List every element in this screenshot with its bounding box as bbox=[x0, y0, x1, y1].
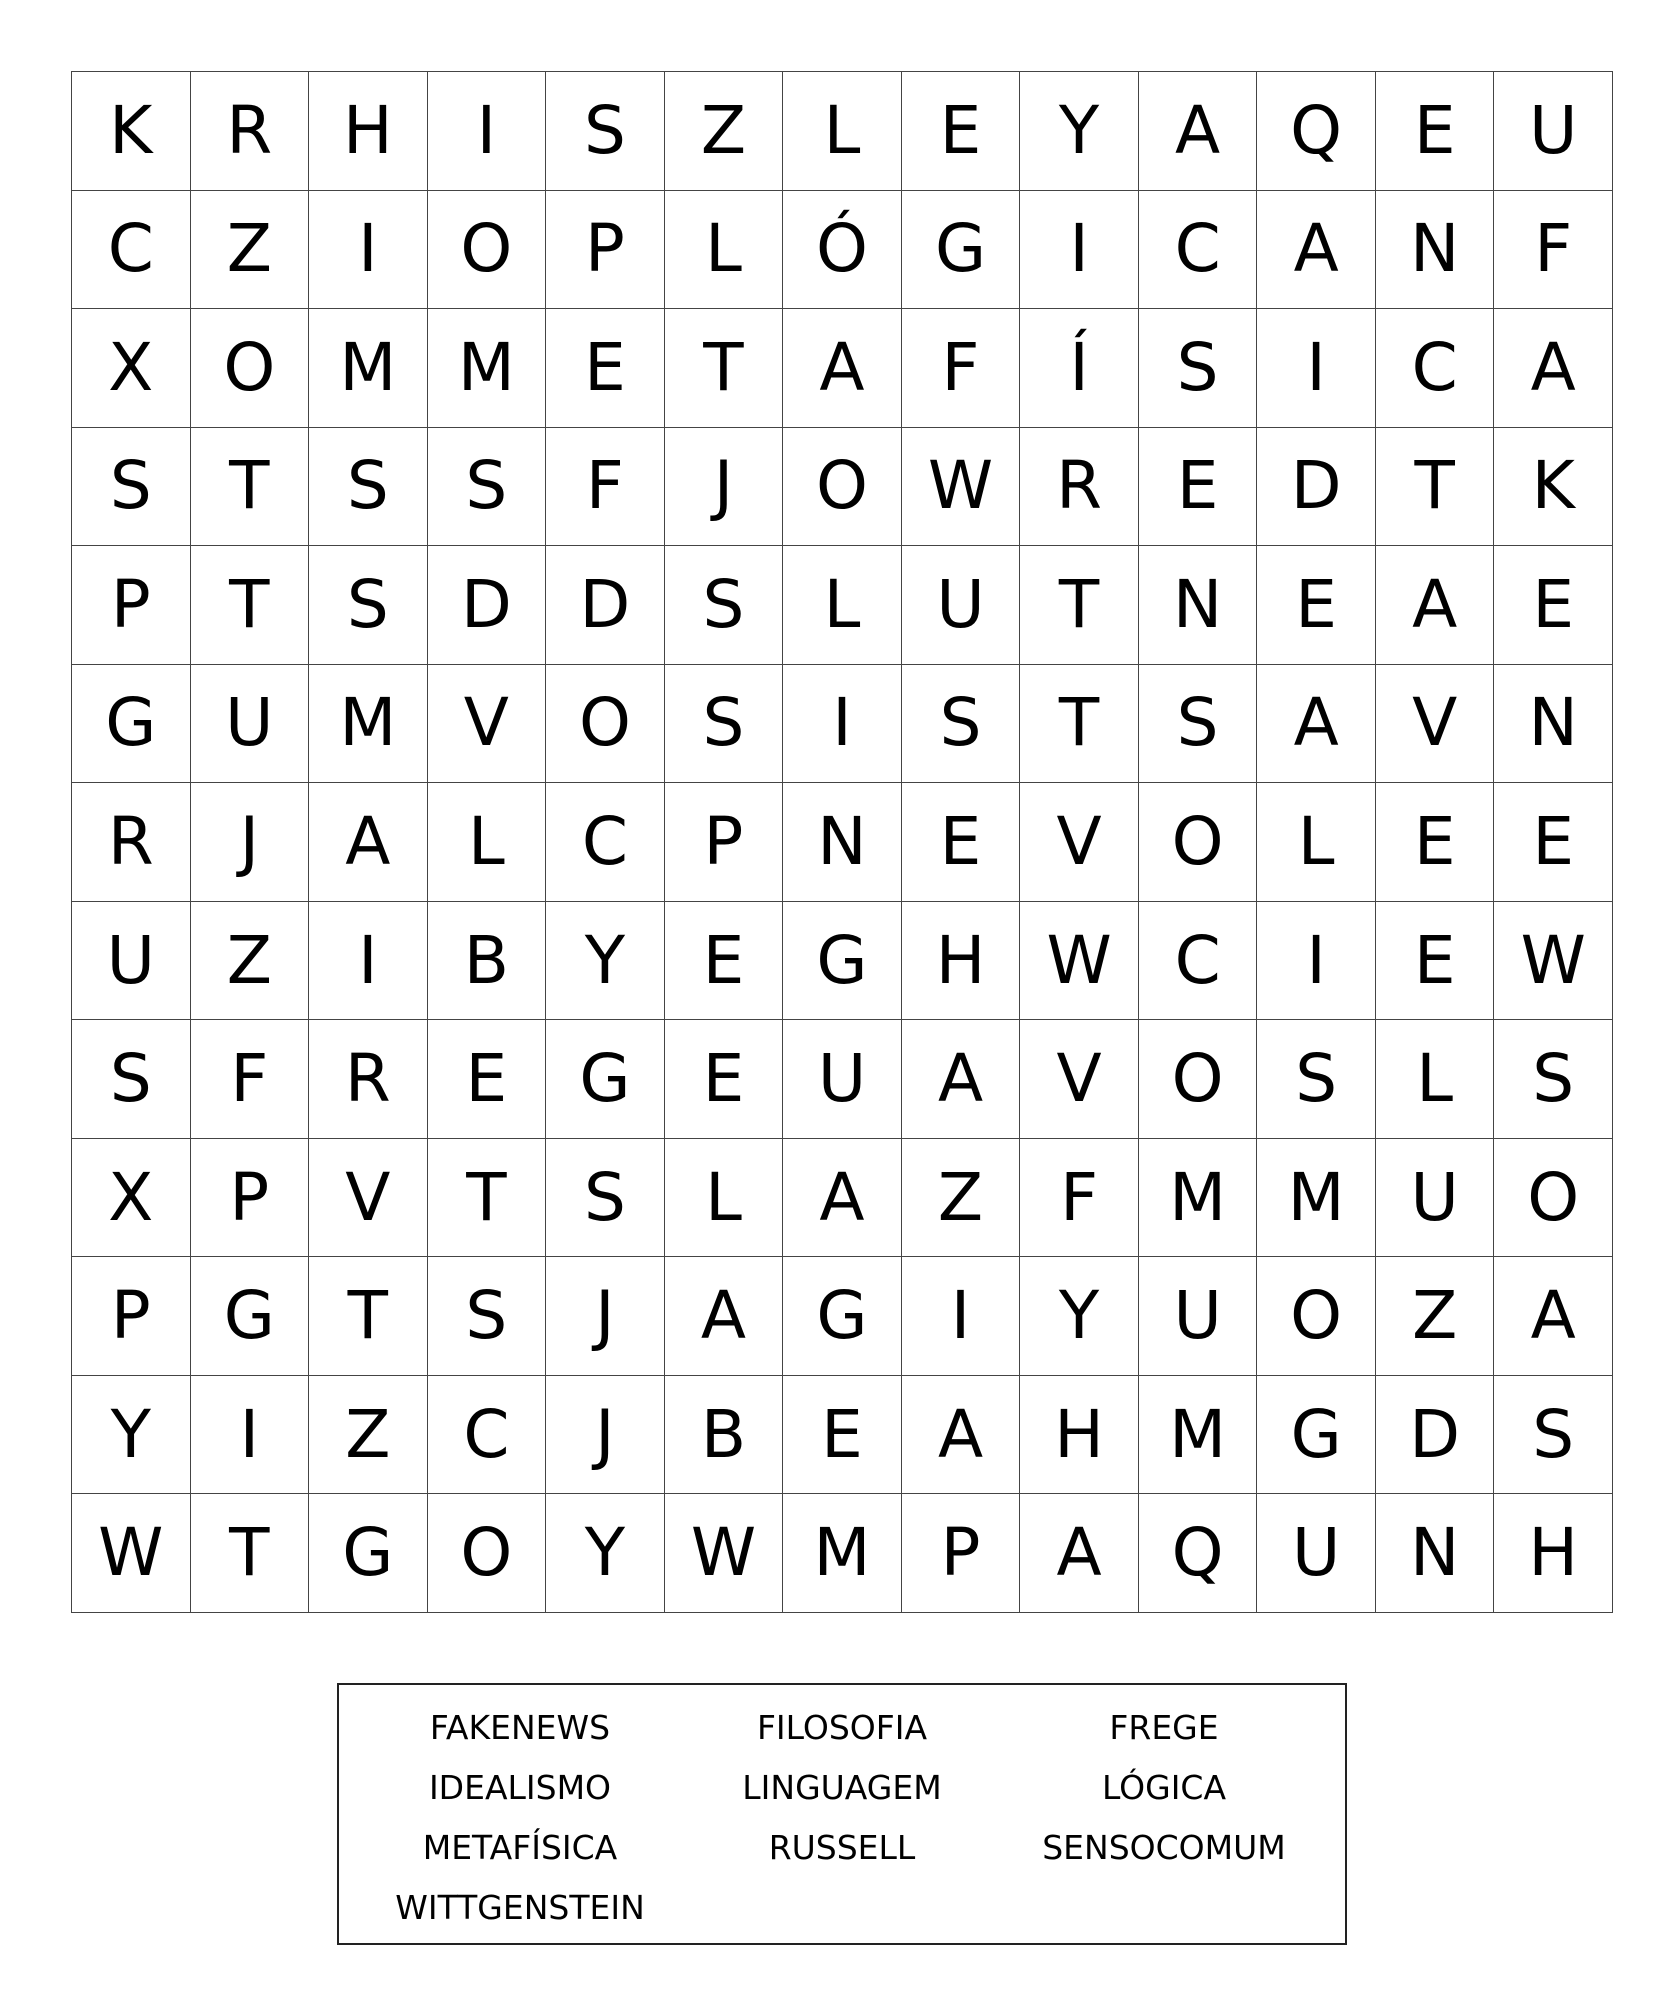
grid-cell[interactable]: F bbox=[1020, 1139, 1139, 1258]
grid-cell[interactable]: E bbox=[1139, 428, 1258, 547]
grid-cell[interactable]: G bbox=[1257, 1376, 1376, 1495]
grid-cell[interactable]: T bbox=[1376, 428, 1495, 547]
word-list-item: LINGUAGEM bbox=[742, 1768, 942, 1807]
grid-cell[interactable]: A bbox=[783, 309, 902, 428]
grid-cell[interactable]: P bbox=[191, 1139, 310, 1258]
grid-cell[interactable]: I bbox=[1020, 191, 1139, 310]
grid-cell[interactable]: W bbox=[1020, 902, 1139, 1021]
grid-cell[interactable]: B bbox=[428, 902, 547, 1021]
grid-cell[interactable]: H bbox=[902, 902, 1021, 1021]
grid-cell[interactable]: R bbox=[72, 783, 191, 902]
grid-cell[interactable]: P bbox=[546, 191, 665, 310]
grid-cell[interactable]: R bbox=[191, 72, 310, 191]
grid-cell[interactable]: T bbox=[665, 309, 784, 428]
grid-cell[interactable]: U bbox=[783, 1020, 902, 1139]
grid-cell[interactable]: O bbox=[783, 428, 902, 547]
grid-cell[interactable]: L bbox=[783, 72, 902, 191]
grid-cell[interactable]: A bbox=[1257, 191, 1376, 310]
grid-cell[interactable]: O bbox=[546, 665, 665, 784]
grid-cell[interactable]: T bbox=[191, 546, 310, 665]
grid-cell[interactable]: S bbox=[72, 1020, 191, 1139]
word-list-item: WITTGENSTEIN bbox=[395, 1888, 645, 1927]
grid-cell[interactable]: Y bbox=[72, 1376, 191, 1495]
grid-cell[interactable]: G bbox=[902, 191, 1021, 310]
grid-cell[interactable]: A bbox=[665, 1257, 784, 1376]
grid-cell[interactable]: E bbox=[1376, 783, 1495, 902]
grid-cell[interactable]: G bbox=[783, 1257, 902, 1376]
grid-cell[interactable]: S bbox=[1257, 1020, 1376, 1139]
grid-cell[interactable]: P bbox=[902, 1494, 1021, 1613]
grid-cell[interactable]: N bbox=[1376, 191, 1495, 310]
grid-cell[interactable]: S bbox=[546, 1139, 665, 1258]
grid-cell[interactable]: E bbox=[428, 1020, 547, 1139]
grid-cell[interactable]: G bbox=[191, 1257, 310, 1376]
grid-cell[interactable]: L bbox=[1257, 783, 1376, 902]
grid-cell[interactable]: Í bbox=[1020, 309, 1139, 428]
word-list-item: FILOSOFIA bbox=[756, 1708, 928, 1747]
grid-cell[interactable]: A bbox=[1257, 665, 1376, 784]
grid-cell[interactable]: O bbox=[428, 191, 547, 310]
grid-cell[interactable]: S bbox=[428, 1257, 547, 1376]
grid-cell[interactable]: V bbox=[309, 1139, 428, 1258]
grid-cell[interactable]: R bbox=[1020, 428, 1139, 547]
letter-grid bbox=[71, 71, 1613, 1613]
grid-cell[interactable]: T bbox=[1020, 665, 1139, 784]
grid-cell[interactable]: S bbox=[428, 428, 547, 547]
word-list-item: RUSSELL bbox=[768, 1828, 916, 1867]
grid-cell[interactable]: F bbox=[902, 309, 1021, 428]
grid-cell[interactable]: U bbox=[1139, 1257, 1258, 1376]
grid-cell[interactable]: F bbox=[1494, 191, 1613, 310]
grid-cell[interactable]: S bbox=[546, 72, 665, 191]
grid-cell[interactable]: T bbox=[428, 1139, 547, 1258]
grid-cell[interactable]: Q bbox=[1139, 1494, 1258, 1613]
grid-cell[interactable]: A bbox=[902, 1020, 1021, 1139]
grid-cell[interactable]: C bbox=[1139, 902, 1258, 1021]
grid-cell[interactable]: K bbox=[72, 72, 191, 191]
grid-cell[interactable]: Y bbox=[546, 902, 665, 1021]
grid-cell[interactable]: S bbox=[72, 428, 191, 547]
grid-cell[interactable]: N bbox=[783, 783, 902, 902]
grid-cell[interactable]: R bbox=[309, 1020, 428, 1139]
grid-cell[interactable]: I bbox=[191, 1376, 310, 1495]
grid-cell[interactable]: S bbox=[309, 546, 428, 665]
grid-cell[interactable]: M bbox=[1139, 1139, 1258, 1258]
grid-cell[interactable]: S bbox=[1494, 1376, 1613, 1495]
grid-cell[interactable]: O bbox=[428, 1494, 547, 1613]
grid-cell[interactable]: I bbox=[902, 1257, 1021, 1376]
grid-cell[interactable]: E bbox=[546, 309, 665, 428]
grid-cell[interactable]: N bbox=[1139, 546, 1258, 665]
grid-cell[interactable]: S bbox=[1139, 665, 1258, 784]
grid-cell[interactable]: P bbox=[665, 783, 784, 902]
grid-cell[interactable]: W bbox=[72, 1494, 191, 1613]
grid-cell[interactable]: I bbox=[783, 665, 902, 784]
word-bank bbox=[337, 1683, 1347, 1945]
grid-cell[interactable]: E bbox=[1494, 783, 1613, 902]
grid-cell[interactable]: F bbox=[191, 1020, 310, 1139]
grid-cell[interactable]: E bbox=[665, 902, 784, 1021]
grid-cell[interactable]: F bbox=[546, 428, 665, 547]
grid-cell[interactable]: Z bbox=[191, 191, 310, 310]
grid-cell[interactable]: X bbox=[72, 1139, 191, 1258]
grid-cell[interactable]: P bbox=[72, 1257, 191, 1376]
grid-cell[interactable]: U bbox=[1257, 1494, 1376, 1613]
grid-cell[interactable]: V bbox=[1020, 1020, 1139, 1139]
grid-cell[interactable]: P bbox=[72, 546, 191, 665]
grid-cell[interactable]: M bbox=[783, 1494, 902, 1613]
grid-cell[interactable]: C bbox=[546, 783, 665, 902]
grid-cell[interactable]: G bbox=[546, 1020, 665, 1139]
grid-cell[interactable]: U bbox=[191, 665, 310, 784]
grid-cell[interactable]: Y bbox=[1020, 1257, 1139, 1376]
grid-cell[interactable]: L bbox=[665, 1139, 784, 1258]
grid-cell[interactable]: T bbox=[191, 428, 310, 547]
grid-cell[interactable]: O bbox=[1139, 783, 1258, 902]
grid-cell[interactable]: L bbox=[783, 546, 902, 665]
grid-cell[interactable]: L bbox=[428, 783, 547, 902]
grid-cell[interactable]: A bbox=[1494, 1257, 1613, 1376]
grid-cell[interactable]: Z bbox=[1376, 1257, 1495, 1376]
grid-cell[interactable]: C bbox=[1139, 191, 1258, 310]
grid-cell[interactable]: B bbox=[665, 1376, 784, 1495]
grid-cell[interactable]: Ó bbox=[783, 191, 902, 310]
word-list-item: SENSOCOMUM bbox=[1042, 1828, 1286, 1867]
grid-cell[interactable]: S bbox=[665, 546, 784, 665]
grid-cell[interactable]: I bbox=[309, 191, 428, 310]
grid-cell[interactable]: I bbox=[1257, 309, 1376, 428]
grid-cell[interactable]: E bbox=[783, 1376, 902, 1495]
grid-cell[interactable]: H bbox=[1494, 1494, 1613, 1613]
grid-cell[interactable]: V bbox=[428, 665, 547, 784]
grid-cell[interactable]: J bbox=[191, 783, 310, 902]
grid-cell[interactable]: D bbox=[428, 546, 547, 665]
grid-cell[interactable]: T bbox=[309, 1257, 428, 1376]
grid-cell[interactable]: M bbox=[309, 665, 428, 784]
grid-cell[interactable]: A bbox=[1139, 72, 1258, 191]
grid-cell[interactable]: G bbox=[783, 902, 902, 1021]
word-list-item: FAKENEWS bbox=[429, 1708, 611, 1747]
grid-cell[interactable]: S bbox=[309, 428, 428, 547]
grid-cell[interactable]: Z bbox=[191, 902, 310, 1021]
grid-cell[interactable]: O bbox=[191, 309, 310, 428]
grid-cell[interactable]: A bbox=[902, 1376, 1021, 1495]
grid-cell[interactable]: W bbox=[902, 428, 1021, 547]
grid-cell[interactable]: D bbox=[1376, 1376, 1495, 1495]
grid-cell[interactable]: O bbox=[1494, 1139, 1613, 1258]
grid-cell[interactable]: A bbox=[309, 783, 428, 902]
grid-cell[interactable]: U bbox=[1494, 72, 1613, 191]
grid-cell[interactable]: J bbox=[546, 1257, 665, 1376]
grid-cell[interactable]: Q bbox=[1257, 72, 1376, 191]
grid-cell[interactable]: Z bbox=[665, 72, 784, 191]
grid-cell[interactable]: U bbox=[1376, 1139, 1495, 1258]
word-list-item: FREGE bbox=[1109, 1708, 1219, 1747]
grid-cell[interactable]: E bbox=[1376, 72, 1495, 191]
grid-cell[interactable]: A bbox=[1494, 309, 1613, 428]
grid-cell[interactable]: U bbox=[72, 902, 191, 1021]
word-list-item: IDEALISMO bbox=[428, 1768, 612, 1807]
grid-cell[interactable]: L bbox=[665, 191, 784, 310]
grid-cell[interactable]: G bbox=[309, 1494, 428, 1613]
grid-cell[interactable]: H bbox=[309, 72, 428, 191]
grid-cell[interactable]: S bbox=[1494, 1020, 1613, 1139]
grid-cell[interactable]: T bbox=[1020, 546, 1139, 665]
grid-cell[interactable]: L bbox=[1376, 1020, 1495, 1139]
grid-cell[interactable]: Y bbox=[1020, 72, 1139, 191]
grid-cell[interactable]: M bbox=[1139, 1376, 1258, 1495]
grid-cell[interactable]: X bbox=[72, 309, 191, 428]
grid-cell[interactable]: K bbox=[1494, 428, 1613, 547]
grid-cell[interactable]: Y bbox=[546, 1494, 665, 1613]
grid-cell[interactable]: Z bbox=[902, 1139, 1021, 1258]
grid-cell[interactable]: M bbox=[1257, 1139, 1376, 1258]
grid-cell[interactable]: E bbox=[665, 1020, 784, 1139]
grid-cell[interactable]: O bbox=[1139, 1020, 1258, 1139]
grid-cell[interactable]: V bbox=[1376, 665, 1495, 784]
grid-cell[interactable]: Z bbox=[309, 1376, 428, 1495]
word-list-item: METAFÍSICA bbox=[422, 1828, 618, 1867]
grid-cell[interactable]: S bbox=[665, 665, 784, 784]
grid-cell[interactable]: H bbox=[1020, 1376, 1139, 1495]
grid-cell[interactable]: E bbox=[902, 783, 1021, 902]
grid-cell[interactable]: U bbox=[902, 546, 1021, 665]
grid-cell[interactable]: E bbox=[1494, 546, 1613, 665]
grid-cell[interactable]: S bbox=[1139, 309, 1258, 428]
word-list-item: LÓGICA bbox=[1101, 1768, 1227, 1807]
grid-cell[interactable]: A bbox=[1020, 1494, 1139, 1613]
grid-cell[interactable]: M bbox=[309, 309, 428, 428]
grid-cell[interactable]: I bbox=[428, 72, 547, 191]
grid-cell[interactable]: N bbox=[1494, 665, 1613, 784]
grid-cell[interactable]: I bbox=[309, 902, 428, 1021]
grid-cell[interactable]: T bbox=[191, 1494, 310, 1613]
grid-cell[interactable]: D bbox=[546, 546, 665, 665]
grid-cell[interactable]: A bbox=[783, 1139, 902, 1258]
grid-cell[interactable]: J bbox=[665, 428, 784, 547]
grid-cell[interactable]: S bbox=[902, 665, 1021, 784]
grid-cell[interactable]: E bbox=[1257, 546, 1376, 665]
grid-cell[interactable]: W bbox=[1494, 902, 1613, 1021]
grid-cell[interactable]: C bbox=[428, 1376, 547, 1495]
grid-cell[interactable]: E bbox=[902, 72, 1021, 191]
grid-cell[interactable]: E bbox=[1376, 902, 1495, 1021]
grid-cell[interactable]: D bbox=[1257, 428, 1376, 547]
grid-cell[interactable]: J bbox=[546, 1376, 665, 1495]
grid-cell[interactable]: W bbox=[665, 1494, 784, 1613]
grid-cell[interactable]: N bbox=[1376, 1494, 1495, 1613]
grid-cell[interactable]: V bbox=[1020, 783, 1139, 902]
grid-cell[interactable]: G bbox=[72, 665, 191, 784]
grid-cell[interactable]: M bbox=[428, 309, 547, 428]
grid-cell[interactable]: C bbox=[72, 191, 191, 310]
grid-cell[interactable]: I bbox=[1257, 902, 1376, 1021]
grid-cell[interactable]: A bbox=[1376, 546, 1495, 665]
grid-cell[interactable]: O bbox=[1257, 1257, 1376, 1376]
grid-cell[interactable]: C bbox=[1376, 309, 1495, 428]
